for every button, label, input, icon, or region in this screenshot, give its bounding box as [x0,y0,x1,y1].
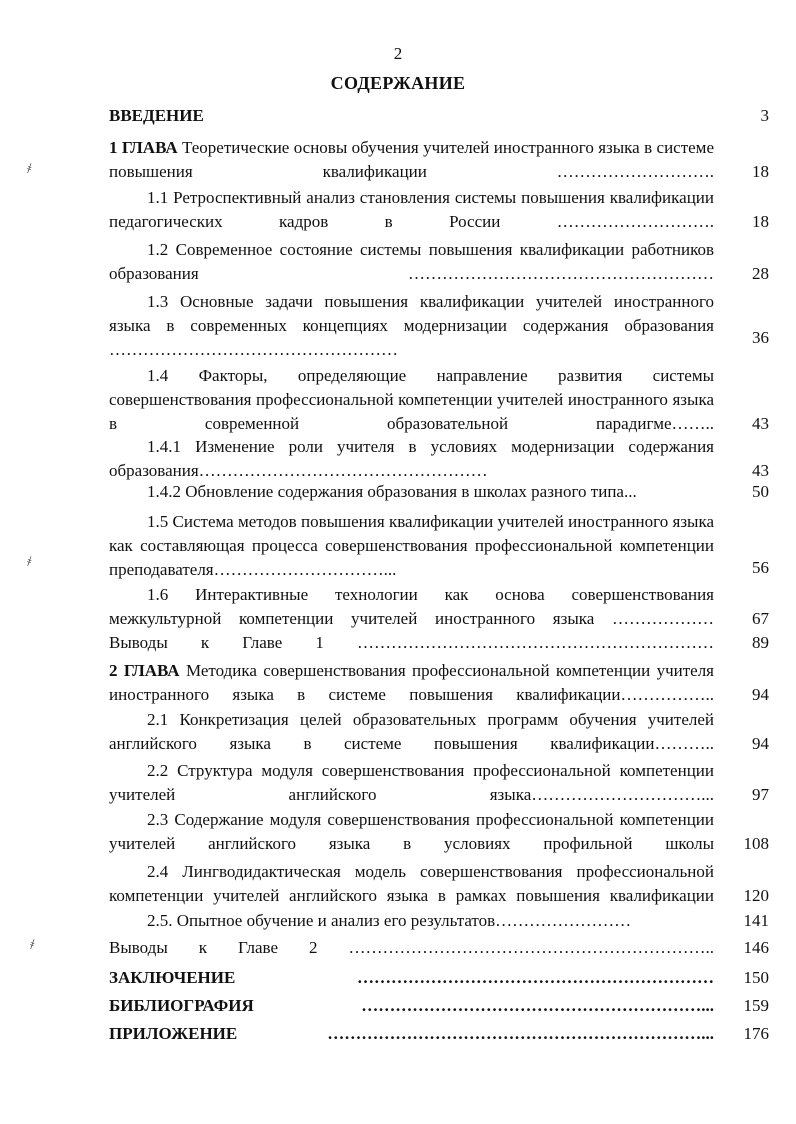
toc-entry-text: 2.3 Содержание модуля совершенствования профессиональной компетенции учителей английского языка в условиях профильной школы [109,810,714,853]
toc-entry-text: Теоретические основы обучения учителей иностранного языка в системе повышения квалификации ………………………. [109,138,714,181]
toc-entry-page: 56 [752,558,769,577]
toc-entry-text: 1.2 Современное состояние системы повышения квалификации работников образования ……………………………………………… [109,240,714,283]
toc-entry-page: 18 [752,162,769,181]
toc-entry-page: 36 [752,328,769,347]
toc-entry-page: 146 [743,938,769,957]
toc-entry-page: 18 [752,212,769,231]
toc-entry-page: 108 [743,834,769,853]
toc-entry-text: 1.1 Ретроспективный анализ становления системы повышения квалификации педагогических кадров в России ………………………. [109,188,714,231]
toc-entry-page: 3 [760,106,769,125]
toc-entry-text: 1.3 Основные задачи повышения квалификации учителей иностранного языка в современных концепциях модернизации содержания образования …………………………………………… [109,292,714,359]
margin-mark: ҂ [30,938,35,953]
toc-entry-page: 159 [743,996,769,1015]
toc-entry-page: 89 [752,633,769,652]
margin-mark: ҂ [27,555,32,570]
toc-entry-page: 150 [743,968,769,987]
toc-entry-page: 43 [752,414,769,433]
toc-entry-text: 1.6 Интерактивные технологии как основа совершенствования межкультурной компетенции учителей иностранного языка ……………… [109,585,714,628]
toc-entry-text: ЗАКЛЮЧЕНИЕ ……………………………………………………… [109,968,714,987]
toc-heading: СОДЕРЖАНИЕ [330,73,466,93]
toc-entry-text: 1.4.2 Обновление содержания образования в школах разного типа... [147,482,637,501]
toc-entry-text: 2.5. Опытное обучение и анализ его результатов…………………… [147,911,632,930]
toc-entry-page: 94 [752,734,769,753]
toc-entry-text: Выводы к Главе 2 ……………………………………………………….. [109,938,714,957]
page-number: 2 [393,44,403,63]
toc-entry-page: 50 [752,482,769,501]
toc-entry-page: 97 [752,785,769,804]
toc-entry-page: 176 [743,1024,769,1043]
toc-entry-text: 1.4 Факторы, определяющие направление развития системы совершенствования профессиональной компетенции учителей иностранного языка в современной образовательной парадигме…….. [109,366,714,433]
toc-entry-text: ВВЕДЕНИЕ [109,106,204,125]
toc-entry-text: ПРИЛОЖЕНИЕ …………………………………………………………... [109,1024,714,1043]
chapter-label: 2 ГЛАВА [109,661,180,680]
toc-entry-text: Выводы к Главе 1 ……………………………………………………… [109,633,714,652]
toc-entry-text: 2.4 Лингводидактическая модель совершенствования профессиональной компетенции учителей английского языка в рамках повышения квалификации [109,862,714,905]
toc-entry-text: БИБЛИОГРАФИЯ ……………………………………………………... [109,996,714,1015]
toc-entry-page: 141 [743,911,769,930]
toc-entry-text: 2.1 Конкретизация целей образовательных программ обучения учителей английского языка в системе повышения квалификации……….. [109,710,714,753]
toc-entry-text: Методика совершенствования профессиональной компетенции учителя иностранного языка в системе повышения квалификации…………….. [109,661,714,704]
chapter-label: 1 ГЛАВА [109,138,178,157]
toc-entry-page: 94 [752,685,769,704]
toc-entry-page: 67 [752,609,769,628]
toc-entry-text: 1.5 Система методов повышения квалификации учителей иностранного языка как составляющая процесса совершенствования профессиональной компетенции преподавателя…………………………... [109,512,714,579]
margin-mark: ҂ [27,162,32,177]
toc-entry-page: 28 [752,264,769,283]
toc-entry-text: 2.2 Структура модуля совершенствования профессиональной компетенции учителей английского языка…………………………... [109,761,714,804]
toc-entry-page: 120 [743,886,769,905]
toc-entry-page: 43 [752,461,769,480]
toc-entry-text: 1.4.1 Изменение роли учителя в условиях модернизации содержания образования…………………………………………… [109,437,714,480]
